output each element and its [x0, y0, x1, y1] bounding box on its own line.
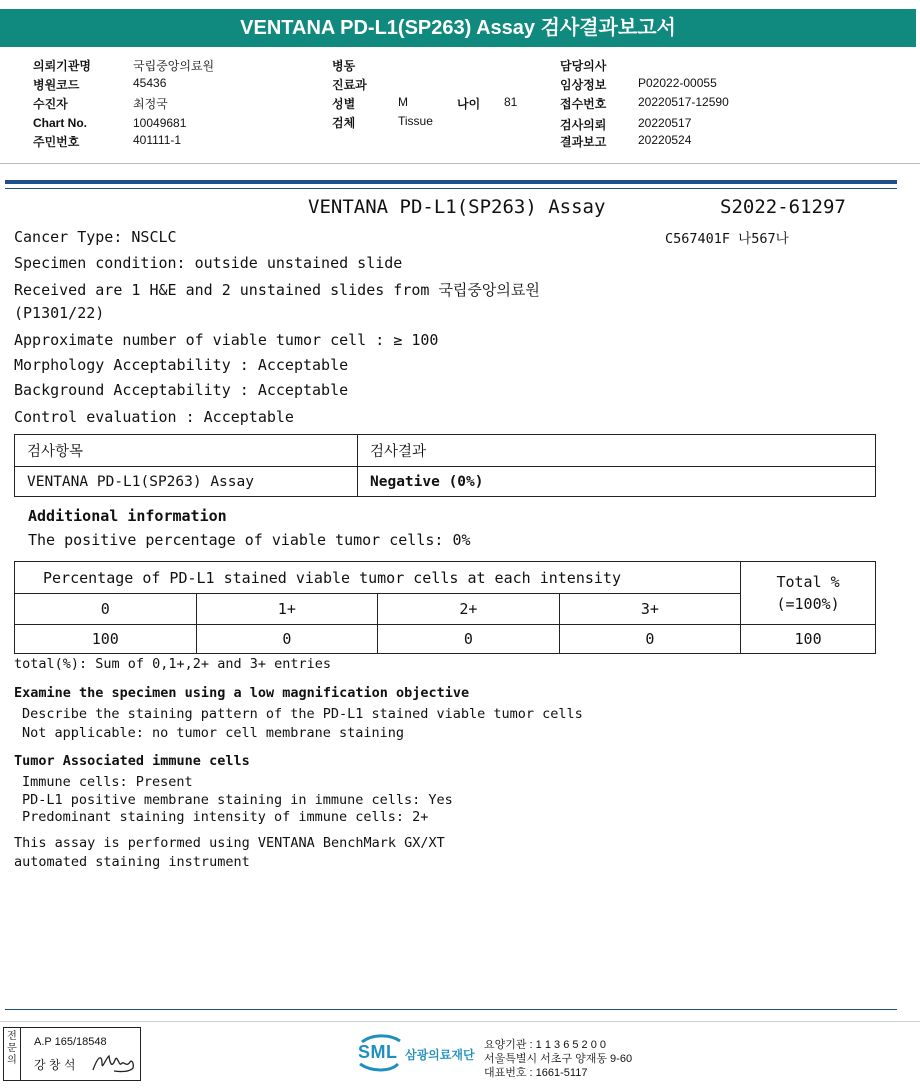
immune-title: Tumor Associated immune cells	[14, 753, 250, 769]
examine-line-1: Describe the staining pattern of the PD-L1 stained viable tumor cells	[22, 706, 583, 722]
control-line: Control evaluation : Acceptable	[14, 408, 294, 426]
additional-info-title: Additional information	[28, 507, 227, 525]
intensity-col-1plus: 1+	[196, 594, 378, 625]
stamp-vertical-text: 전문의	[7, 1031, 17, 1066]
total-header	[741, 562, 876, 625]
reception-no-label: 접수번호	[560, 97, 607, 111]
cancer-type-line: Cancer Type: NSCLC	[14, 228, 177, 246]
ward-label: 병동	[332, 59, 356, 73]
report-title: VENTANA PD-L1(SP263) Assay	[308, 196, 606, 218]
sex-value: M	[398, 95, 408, 109]
intensity-col-2plus: 2+	[378, 594, 560, 625]
background-line: Background Acceptability : Acceptable	[14, 381, 349, 399]
hospital-code-label: 병원코드	[33, 78, 80, 92]
pathologist-stamp	[3, 1027, 141, 1081]
chart-no-label: Chart No.	[33, 116, 87, 130]
performed-line-2: automated staining instrument	[14, 854, 250, 870]
intensity-value-1plus: 0	[196, 625, 378, 654]
clinical-info-value: P02022-00055	[638, 76, 717, 90]
organization-name: 삼광의료재단	[405, 1048, 475, 1062]
report-date-label: 결과보고	[560, 135, 607, 149]
specimen-condition-line: Specimen condition: outside unstained slide	[14, 254, 403, 272]
examine-title: Examine the specimen using a low magnification objective	[14, 685, 470, 701]
request-date-label: 검사의뢰	[560, 118, 607, 132]
intensity-col-0: 0	[15, 594, 197, 625]
specimen-value: Tissue	[398, 114, 433, 128]
header-divider	[0, 163, 920, 164]
age-label: 나이	[457, 97, 481, 111]
specimen-label: 검체	[332, 116, 356, 130]
immune-line-1: Immune cells: Present	[22, 774, 193, 790]
immune-line-3: Predominant staining intensity of immune cells: 2+	[22, 809, 429, 825]
intensity-value-2plus: 0	[378, 625, 560, 654]
request-date-value: 20220517	[638, 116, 692, 130]
stamp-ap-number: A.P 165/18548	[34, 1036, 107, 1048]
intensity-table	[14, 561, 876, 654]
org-info-code: 요양기관 : 1 1 3 6 5 2 0 0	[484, 1039, 607, 1051]
received-line: Received are 1 H&E and 2 unstained slides from 국립중앙의료원	[14, 281, 540, 299]
sml-logo-text: SML	[358, 1042, 398, 1062]
hospital-code-value: 45436	[133, 76, 167, 90]
report-banner-title: VENTANA PD-L1(SP263) Assay 검사결과보고서	[0, 9, 916, 47]
immune-line-2: PD-L1 positive membrane staining in immune cells: Yes	[22, 792, 453, 808]
total-label: Total %	[776, 573, 840, 591]
result-table	[14, 434, 876, 497]
institution-value: 국립중앙의료원	[133, 59, 215, 73]
chart-no-value: 10049681	[133, 116, 187, 130]
patient-value: 최정국	[133, 97, 168, 111]
resident-no-value: 401111-1	[133, 133, 182, 147]
report-number: S2022-61297	[720, 196, 846, 218]
intensity-value-0: 100	[15, 625, 197, 654]
total-note: total(%): Sum of 0,1+,2+ and 3+ entries	[14, 656, 331, 672]
org-info-phone: 대표번호 : 1661-5117	[484, 1067, 588, 1079]
report-code: C567401F 나567나	[665, 231, 789, 247]
sex-label: 성별	[332, 97, 356, 111]
result-header-item: 검사항목	[15, 435, 358, 467]
blue-divider-top	[5, 180, 897, 184]
result-value: Negative (0%)	[358, 467, 876, 497]
clinical-info-label: 임상정보	[560, 78, 607, 92]
performed-line-1: This assay is performed using VENTANA BenchMark GX/XT	[14, 835, 445, 851]
stamp-vertical-label	[4, 1028, 21, 1080]
examine-line-2: Not applicable: no tumor cell membrane staining	[22, 725, 405, 741]
footer-divider-grey	[0, 1021, 920, 1022]
intensity-total-value: 100	[741, 625, 876, 654]
viable-tumor-line: Approximate number of viable tumor cell : ≥ 100	[14, 331, 439, 349]
footer-divider	[5, 1009, 897, 1010]
additional-info-text: The positive percentage of viable tumor cells: 0%	[28, 531, 471, 549]
pathology-no-line: (P1301/22)	[14, 304, 105, 322]
report-date-value: 20220524	[638, 133, 692, 147]
intensity-value-3plus: 0	[559, 625, 741, 654]
sml-logo	[356, 1033, 404, 1073]
stamp-name: 강 창 석	[34, 1058, 76, 1072]
patient-label: 수진자	[33, 97, 68, 111]
intensity-col-3plus: 3+	[559, 594, 741, 625]
doctor-label: 담당의사	[560, 59, 607, 73]
result-item: VENTANA PD-L1(SP263) Assay	[15, 467, 358, 497]
org-info-address: 서울특별시 서초구 양재동 9-60	[484, 1053, 633, 1065]
intensity-header: Percentage of PD-L1 stained viable tumor cells at each intensity	[15, 562, 741, 594]
blue-divider-thin	[5, 188, 897, 189]
result-header-result: 검사결과	[358, 435, 876, 467]
resident-no-label: 주민번호	[33, 135, 80, 149]
institution-label: 의뢰기관명	[33, 59, 91, 73]
morphology-line: Morphology Acceptability : Acceptable	[14, 356, 349, 374]
age-value: 81	[504, 95, 518, 109]
total-sublabel: (=100%)	[776, 595, 840, 613]
signature-icon	[90, 1050, 136, 1076]
department-label: 진료과	[332, 78, 367, 92]
reception-no-value: 20220517-12590	[638, 95, 729, 109]
